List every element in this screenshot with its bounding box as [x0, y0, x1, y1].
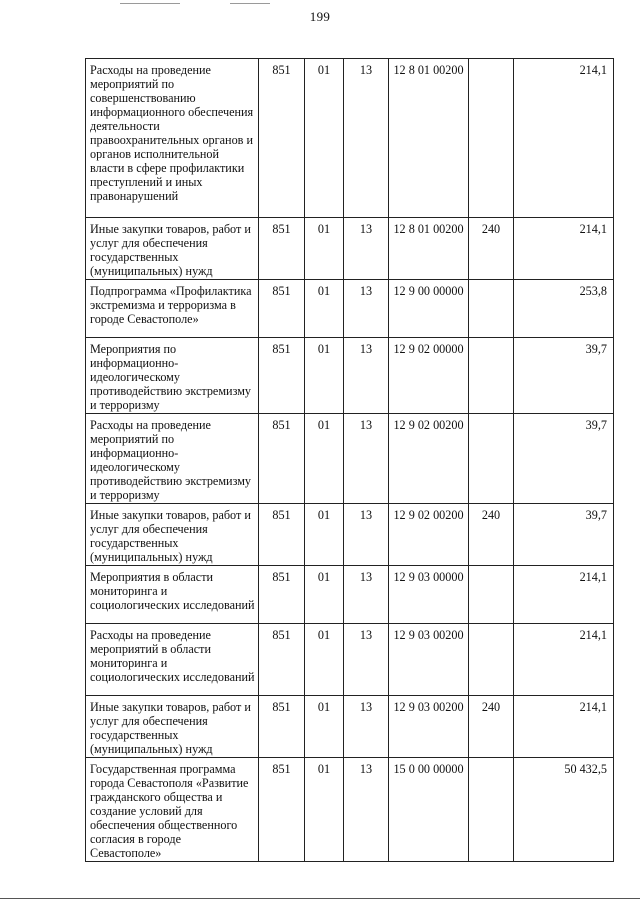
amount-cell: 50 432,5: [514, 758, 614, 862]
table-row: [86, 504, 614, 566]
amount-cell: 39,7: [514, 338, 614, 414]
expense-name-cell: Иные закупки товаров, работ и услуг для обеспечения государственных (муниципальных) нужд: [86, 218, 259, 280]
expense-name-cell: Расходы на проведение мероприятий по информационно-идеологическому противодействию экстремизму и терроризму: [86, 414, 259, 504]
expense-name-cell: Расходы на проведение мероприятий по совершенствованию информационного обеспечения деятельности правоохранительных органов и органов исполнительной власти в сфере профилактики преступлений и иных правонарушений: [86, 59, 259, 218]
target-article-cell: 12 8 01 00200: [389, 218, 469, 280]
table-row: [86, 218, 614, 280]
subsection-code-cell: 13: [344, 566, 389, 624]
subsection-code-cell: 13: [344, 624, 389, 696]
subsection-code-cell: 13: [344, 414, 389, 504]
scan-edge-mark-left: [120, 3, 180, 4]
budget-table: [85, 58, 614, 862]
amount-cell: 39,7: [514, 414, 614, 504]
ministry-code-cell: 851: [259, 696, 305, 758]
expense-type-cell: [469, 280, 514, 338]
expense-type-cell: 240: [469, 696, 514, 758]
expense-name-cell: Иные закупки товаров, работ и услуг для обеспечения государственных (муниципальных) нужд: [86, 504, 259, 566]
ministry-code-cell: 851: [259, 566, 305, 624]
ministry-code-cell: 851: [259, 504, 305, 566]
subsection-code-cell: 13: [344, 280, 389, 338]
table-row: [86, 338, 614, 414]
section-code-cell: 01: [305, 218, 344, 280]
expense-name-cell: Подпрограмма «Профилактика экстремизма и терроризма в городе Севастополе»: [86, 280, 259, 338]
table-row: [86, 414, 614, 504]
subsection-code-cell: 13: [344, 504, 389, 566]
ministry-code-cell: 851: [259, 59, 305, 218]
table-body: [86, 59, 614, 862]
target-article-cell: 12 9 03 00200: [389, 696, 469, 758]
ministry-code-cell: 851: [259, 218, 305, 280]
amount-cell: 214,1: [514, 696, 614, 758]
amount-cell: 253,8: [514, 280, 614, 338]
expense-name-cell: Мероприятия по информационно-идеологическому противодействию экстремизму и терроризму: [86, 338, 259, 414]
subsection-code-cell: 13: [344, 338, 389, 414]
expense-type-cell: [469, 566, 514, 624]
subsection-code-cell: 13: [344, 758, 389, 862]
section-code-cell: 01: [305, 624, 344, 696]
table-row: [86, 280, 614, 338]
expense-name-cell: Государственная программа города Севастополя «Развитие гражданского общества и создание условий для обеспечения общественного согласия в городе Севастополе»: [86, 758, 259, 862]
section-code-cell: 01: [305, 414, 344, 504]
subsection-code-cell: 13: [344, 696, 389, 758]
target-article-cell: 15 0 00 00000: [389, 758, 469, 862]
target-article-cell: 12 9 00 00000: [389, 280, 469, 338]
amount-cell: 214,1: [514, 59, 614, 218]
ministry-code-cell: 851: [259, 414, 305, 504]
table-row: [86, 758, 614, 862]
ministry-code-cell: 851: [259, 758, 305, 862]
scan-edge-mark-right: [230, 3, 270, 4]
expense-type-cell: 240: [469, 504, 514, 566]
ministry-code-cell: 851: [259, 624, 305, 696]
target-article-cell: 12 9 03 00200: [389, 624, 469, 696]
table-row: [86, 624, 614, 696]
expense-name-cell: Расходы на проведение мероприятий в области мониторинга и социологических исследований: [86, 624, 259, 696]
target-article-cell: 12 8 01 00200: [389, 59, 469, 218]
section-code-cell: 01: [305, 504, 344, 566]
expense-name-cell: Мероприятия в области мониторинга и социологических исследований: [86, 566, 259, 624]
ministry-code-cell: 851: [259, 280, 305, 338]
section-code-cell: 01: [305, 280, 344, 338]
subsection-code-cell: 13: [344, 218, 389, 280]
section-code-cell: 01: [305, 566, 344, 624]
expense-type-cell: [469, 338, 514, 414]
bottom-scan-edge: [0, 898, 640, 899]
target-article-cell: 12 9 02 00200: [389, 414, 469, 504]
target-article-cell: 12 9 02 00000: [389, 338, 469, 414]
ministry-code-cell: 851: [259, 338, 305, 414]
target-article-cell: 12 9 03 00000: [389, 566, 469, 624]
expense-type-cell: [469, 758, 514, 862]
section-code-cell: 01: [305, 338, 344, 414]
expense-name-cell: Иные закупки товаров, работ и услуг для обеспечения государственных (муниципальных) нужд: [86, 696, 259, 758]
table-row: [86, 566, 614, 624]
page-number: 199: [309, 9, 331, 24]
table-row: [86, 696, 614, 758]
amount-cell: 214,1: [514, 624, 614, 696]
section-code-cell: 01: [305, 758, 344, 862]
target-article-cell: 12 9 02 00200: [389, 504, 469, 566]
amount-cell: 39,7: [514, 504, 614, 566]
expense-type-cell: 240: [469, 218, 514, 280]
section-code-cell: 01: [305, 696, 344, 758]
expense-type-cell: [469, 414, 514, 504]
amount-cell: 214,1: [514, 218, 614, 280]
amount-cell: 214,1: [514, 566, 614, 624]
expense-type-cell: [469, 624, 514, 696]
subsection-code-cell: 13: [344, 59, 389, 218]
section-code-cell: 01: [305, 59, 344, 218]
expense-type-cell: [469, 59, 514, 218]
table-row: [86, 59, 614, 218]
